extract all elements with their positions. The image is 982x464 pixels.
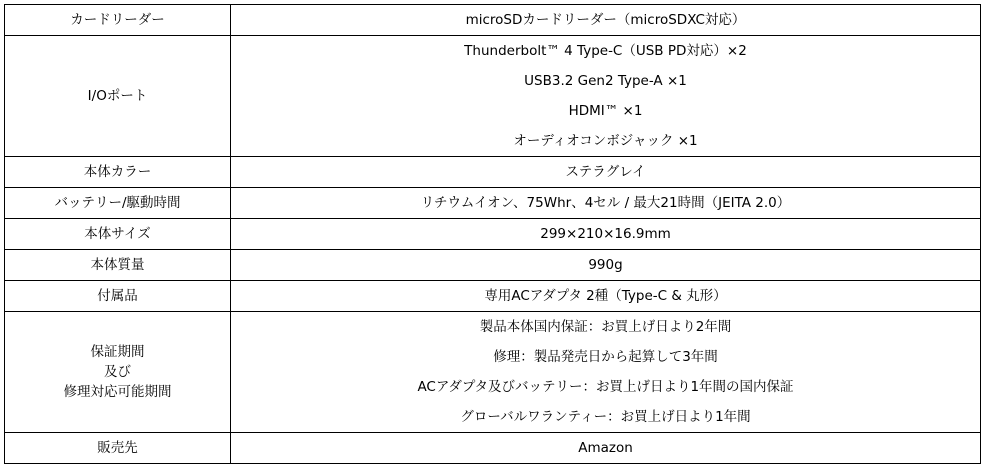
label-line: 及び bbox=[104, 364, 131, 380]
row-label-weight: 本体質量 bbox=[5, 250, 231, 281]
row-label-accessories: 付属品 bbox=[5, 281, 231, 312]
spec-table bbox=[4, 4, 981, 464]
table-row bbox=[5, 219, 981, 250]
row-value-io-ports bbox=[231, 36, 981, 157]
table-row bbox=[5, 36, 981, 157]
value-line: Amazon bbox=[578, 440, 633, 456]
row-value-size bbox=[231, 219, 981, 250]
label-line: 修理対応可能期間 bbox=[63, 384, 172, 400]
row-value-weight bbox=[231, 250, 981, 281]
table-row bbox=[5, 250, 981, 281]
value-line: 修理：製品発売日から起算して3年間 bbox=[493, 349, 718, 365]
value-line: microSDカードリーダー（microSDXC対応） bbox=[465, 12, 746, 28]
value-line: ステラグレイ bbox=[565, 164, 646, 180]
row-value-accessories bbox=[231, 281, 981, 312]
table-row bbox=[5, 312, 981, 433]
label-line: 保証期間 bbox=[90, 344, 145, 360]
value-line: 専用ACアダプタ 2種（Type-C & 丸形） bbox=[484, 288, 727, 304]
row-value-seller bbox=[231, 433, 981, 464]
table-row bbox=[5, 188, 981, 219]
row-label-size: 本体サイズ bbox=[5, 219, 231, 250]
row-label-color: 本体カラー bbox=[5, 157, 231, 188]
table-row bbox=[5, 281, 981, 312]
table-row bbox=[5, 433, 981, 464]
table-row bbox=[5, 5, 981, 36]
value-line: 製品本体国内保証：お買上げ日より2年間 bbox=[479, 319, 732, 335]
row-label-warranty bbox=[5, 312, 231, 433]
row-label-card-reader: カードリーダー bbox=[5, 5, 231, 36]
value-line: Thunderbolt™ 4 Type-C（USB PD対応）×2 bbox=[464, 43, 747, 59]
value-line: オーディオコンボジャック ×1 bbox=[513, 133, 698, 149]
row-value-warranty bbox=[231, 312, 981, 433]
row-label-seller: 販売先 bbox=[5, 433, 231, 464]
row-value-color bbox=[231, 157, 981, 188]
row-value-card-reader bbox=[231, 5, 981, 36]
value-line: グローバルワランティー：お買上げ日より1年間 bbox=[460, 409, 751, 425]
value-line: USB3.2 Gen2 Type-A ×1 bbox=[524, 73, 687, 89]
row-value-battery bbox=[231, 188, 981, 219]
value-line: 990g bbox=[588, 257, 623, 273]
value-line: 299×210×16.9mm bbox=[540, 226, 671, 242]
row-label-battery: バッテリー/駆動時間 bbox=[5, 188, 231, 219]
value-line: HDMI™ ×1 bbox=[568, 103, 643, 119]
value-line: リチウムイオン、75Whr、4セル / 最大21時間（JEITA 2.0） bbox=[420, 195, 791, 211]
value-line: ACアダプタ及びバッテリー：お買上げ日より1年間の国内保証 bbox=[417, 379, 794, 395]
table-row bbox=[5, 157, 981, 188]
row-label-io-ports: I/Oポート bbox=[5, 36, 231, 157]
